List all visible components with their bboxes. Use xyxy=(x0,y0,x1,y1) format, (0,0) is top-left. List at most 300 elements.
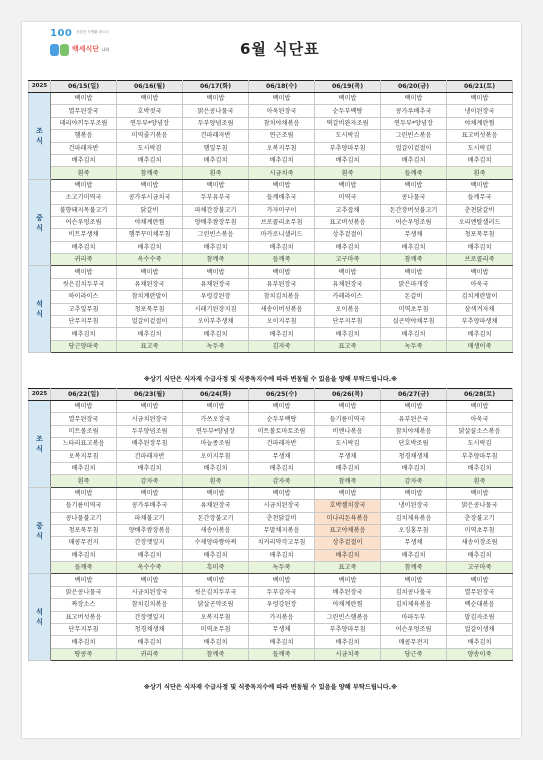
menu-cell: 옥수수죽 xyxy=(117,562,183,574)
menu-cell: 유부된은국 xyxy=(381,413,447,425)
menu-cell: 무생채 xyxy=(249,624,315,636)
menu-cell: 백미밥 xyxy=(183,179,249,191)
menu-cell: 당근죽 xyxy=(381,648,447,660)
menu-cell: 닭갈비 xyxy=(117,204,183,216)
menu-cell: 백미밥 xyxy=(249,487,315,499)
menu-cell: 배추된장국 xyxy=(315,586,381,598)
menu-row xyxy=(29,278,513,290)
menu-cell: 배추김치 xyxy=(249,241,315,253)
menu-cell: 백미밥 xyxy=(51,401,117,413)
menu-cell: 미나리돈육볶음 xyxy=(315,512,381,524)
menu-cell: 순두부백탕 xyxy=(315,105,381,117)
menu-cell: 양배추쌈장볶음 xyxy=(117,524,183,536)
menu-cell: 오이부추생채 xyxy=(183,316,249,328)
menu-cell: 건파래자반 xyxy=(249,438,315,450)
menu-cell: 가지볶음 xyxy=(249,611,315,623)
menu-row xyxy=(29,524,513,536)
menu-cell: 도시락김 xyxy=(315,438,381,450)
week-table-2 xyxy=(28,388,513,661)
menu-cell: 녹두죽 xyxy=(381,340,447,352)
menu-cell: 시금치죽 xyxy=(315,648,381,660)
menu-cell: 부추양파무침 xyxy=(447,450,513,462)
menu-cell: 배추김치 xyxy=(249,462,315,474)
menu-row xyxy=(29,413,513,425)
menu-cell: 배추김치 xyxy=(249,636,315,648)
menu-cell: 배추김치 xyxy=(381,462,447,474)
menu-cell: 새송이볶음 xyxy=(183,524,249,536)
menu-row xyxy=(29,624,513,636)
menu-cell: 가자미구이 xyxy=(249,204,315,216)
notice-text-1: ※상기 식단은 식자재 수급사정 및 식중독지수에 따라 변동될 수 있음을 양해 부탁드립니다.※ xyxy=(28,374,513,385)
menu-cell: 배추김치 xyxy=(381,154,447,166)
menu-cell: 흰죽 xyxy=(447,475,513,487)
menu-cell: 흰죽 xyxy=(183,167,249,179)
menu-cell: 백미밥 xyxy=(381,401,447,413)
menu-cell: 무생채 xyxy=(381,229,447,241)
menu-row xyxy=(29,425,513,437)
menu-row xyxy=(29,229,513,241)
menu-cell: 백미밥 xyxy=(447,93,513,105)
menu-cell: 백미밥 xyxy=(315,93,381,105)
menu-cell: 호박젤치장국 xyxy=(315,500,381,512)
meal-label-char: 조 xyxy=(36,434,43,443)
menu-cell: 배추김치 xyxy=(51,154,117,166)
day-header: 06/27(금) xyxy=(381,389,447,401)
menu-row xyxy=(29,105,513,117)
menu-cell: 감자죽 xyxy=(381,475,447,487)
meal-label-char: 식 xyxy=(36,310,43,319)
menu-cell: 연두부*양념장 xyxy=(381,117,447,129)
menu-cell: 닭살곤약조림 xyxy=(183,599,249,611)
menu-cell: 백미밥 xyxy=(447,401,513,413)
menu-cell: 청경채생채 xyxy=(117,624,183,636)
header xyxy=(50,30,530,62)
menu-row xyxy=(29,179,513,191)
menu-cell: 청포묵무침 xyxy=(447,229,513,241)
menu-cell: 청경채생채 xyxy=(381,450,447,462)
menu-cell: 백미밥 xyxy=(447,266,513,278)
menu-cell: 참깨죽 xyxy=(117,167,183,179)
menu-cell: 유부된장국 xyxy=(249,278,315,290)
menu-cell: 참치야채볶음 xyxy=(381,425,447,437)
menu-cell: 마카로니샐러드 xyxy=(249,229,315,241)
menu-cell: 유채된장국 xyxy=(315,278,381,290)
year-label: 2025 xyxy=(29,389,51,401)
menu-cell: 배추김치 xyxy=(381,549,447,561)
menu-cell: 청포묵무침 xyxy=(51,524,117,536)
menu-cell: 녹두죽 xyxy=(249,562,315,574)
menu-row xyxy=(29,475,513,487)
menu-cell: 백미밥 xyxy=(381,487,447,499)
menu-cell: 수제양파짱아찌 xyxy=(183,537,249,549)
day-header: 06/18(수) xyxy=(249,81,315,93)
menu-cell: 순두부백탕 xyxy=(249,413,315,425)
menu-row xyxy=(29,438,513,450)
menu-cell: 유채된장국 xyxy=(117,278,183,290)
menu-cell: 백미밥 xyxy=(249,266,315,278)
menu-cell: 얼갈이생채 xyxy=(447,624,513,636)
menu-cell: 배추김치 xyxy=(315,328,381,340)
menu-cell: 시금치된장국 xyxy=(249,500,315,512)
day-header: 06/21(토) xyxy=(447,81,513,93)
menu-cell: 백미밥 xyxy=(117,401,183,413)
menu-cell: 말김자조림 xyxy=(447,611,513,623)
menu-cell: 들깨죽 xyxy=(381,167,447,179)
menu-cell: 참치계란말이 xyxy=(117,291,183,303)
menu-cell: 오징홍무침 xyxy=(381,524,447,536)
menu-cell: 아욱국 xyxy=(447,413,513,425)
menu-cell: 우렁강된장 xyxy=(249,599,315,611)
menu-cell: 김치제육볶음 xyxy=(381,512,447,524)
menu-cell: 참치야채볶음 xyxy=(249,117,315,129)
menu-cell: 연두부*양념장 xyxy=(183,425,249,437)
menu-cell: 그린빈스볶음 xyxy=(183,229,249,241)
menu-row xyxy=(29,93,513,105)
menu-cell: 백미밥 xyxy=(381,574,447,586)
menu-cell: 배추김치 xyxy=(117,462,183,474)
menu-cell: 백미밥 xyxy=(117,266,183,278)
menu-cell: 배추김치 xyxy=(249,549,315,561)
menu-row xyxy=(29,450,513,462)
menu-row xyxy=(29,142,513,154)
menu-cell: 들깨죽 xyxy=(51,562,117,574)
menu-cell: 단호박조림 xyxy=(381,438,447,450)
menu-cell: 맑은콩나물국 xyxy=(447,500,513,512)
day-header: 06/26(목) xyxy=(315,389,381,401)
menu-cell: 백순대볶음 xyxy=(447,599,513,611)
menu-cell: 열무된장국 xyxy=(51,105,117,117)
menu-cell: 고구마죽 xyxy=(447,562,513,574)
menu-cell: 미역초무침 xyxy=(381,303,447,315)
menu-cell: 카레라이스 xyxy=(315,291,381,303)
menu-cell: 건파래자반 xyxy=(117,450,183,462)
menu-cell: 청포묵무침 xyxy=(117,303,183,315)
menu-cell: 오이볶음 xyxy=(315,303,381,315)
menu-cell: 백미밥 xyxy=(315,179,381,191)
menu-cell: 우렁강된장 xyxy=(183,291,249,303)
day-header: 06/17(화) xyxy=(183,81,249,93)
day-header: 06/15(일) xyxy=(51,81,117,93)
menu-cell: 양배추쌈장무침 xyxy=(183,216,249,228)
menu-cell: 상추겉절이 xyxy=(315,229,381,241)
menu-cell: 느타리표고볶음 xyxy=(51,438,117,450)
day-header-row xyxy=(29,389,513,401)
menu-cell: 배추김치 xyxy=(183,154,249,166)
meal-label-char: 식 xyxy=(36,136,43,145)
week-table-1 xyxy=(28,80,513,353)
menu-cell: 백미밥 xyxy=(51,93,117,105)
menu-cell: 참치김치볶음 xyxy=(117,599,183,611)
menu-cell: 고추잡채 xyxy=(315,204,381,216)
menu-cell: 옥수수죽 xyxy=(117,254,183,266)
menu-row xyxy=(29,303,513,315)
menu-row xyxy=(29,586,513,598)
menu-cell: 배추김치 xyxy=(183,328,249,340)
menu-cell: 참깨죽 xyxy=(315,475,381,487)
menu-cell: 백미밥 xyxy=(447,179,513,191)
menu-cell: 김치제육볶음 xyxy=(381,599,447,611)
menu-cell: 브로콜리초무침 xyxy=(249,216,315,228)
menu-cell: 미역국 xyxy=(315,192,381,204)
menu-cell: 배추김치 xyxy=(315,154,381,166)
year-label: 2025 xyxy=(29,81,51,93)
day-header: 06/20(금) xyxy=(381,81,447,93)
menu-cell: 배추김치 xyxy=(315,241,381,253)
menu-cell: 배추김치 xyxy=(315,636,381,648)
menu-row xyxy=(29,216,513,228)
menu-cell: 실곤약야채무침 xyxy=(381,316,447,328)
menu-cell: 돈갈비 xyxy=(381,291,447,303)
menu-cell: 얼갈이겉절이 xyxy=(381,142,447,154)
menu-cell: 어슨우엉조림 xyxy=(381,216,447,228)
menu-cell: 상추겉절이 xyxy=(315,537,381,549)
menu-cell: 건파래자반 xyxy=(183,130,249,142)
menu-cell: 배추김치 xyxy=(51,462,117,474)
menu-cell: 미역초무침 xyxy=(183,624,249,636)
menu-cell: 흰죽 xyxy=(51,167,117,179)
menu-cell: 배추김치 xyxy=(117,328,183,340)
menu-row xyxy=(29,154,513,166)
menu-cell: 가쓰오장국 xyxy=(183,413,249,425)
menu-cell: 야채계란찜 xyxy=(447,117,513,129)
menu-cell: 미트볼조림 xyxy=(51,425,117,437)
menu-cell: 참깨죽 xyxy=(183,254,249,266)
menu-cell: 백미밥 xyxy=(183,93,249,105)
meal-label-char: 석 xyxy=(36,608,43,617)
menu-cell: 단무지무침 xyxy=(51,316,117,328)
menu-cell: 표고죽 xyxy=(315,562,381,574)
menu-cell: 닭살꿀소스볶음 xyxy=(447,425,513,437)
day-header: 06/22(일) xyxy=(51,389,117,401)
menu-cell: 흰죽 xyxy=(315,167,381,179)
menu-cell: 비엔나볶음 xyxy=(315,425,381,437)
menu-cell: 귀리죽 xyxy=(117,648,183,660)
menu-row xyxy=(29,562,513,574)
menu-cell: 백미밥 xyxy=(249,179,315,191)
menu-cell: 흰죽 xyxy=(51,475,117,487)
menu-cell: 백미밥 xyxy=(249,574,315,586)
menu-cell: 도시락김 xyxy=(315,130,381,142)
menu-cell: 콩가루배추국 xyxy=(117,500,183,512)
menu-cell: 콩가루시금치국 xyxy=(117,192,183,204)
menu-cell: 감자죽 xyxy=(117,475,183,487)
menu-cell: 브로콜리죽 xyxy=(447,254,513,266)
menu-cell: 표고버섯볶음 xyxy=(51,611,117,623)
meal-label xyxy=(29,93,51,180)
menu-cell: 두부양념조림 xyxy=(183,117,249,129)
page-title: 6월 식단표 xyxy=(240,40,320,58)
menu-cell: 백미밥 xyxy=(447,487,513,499)
menu-cell: 흑미죽 xyxy=(183,562,249,574)
menu-cell: 데리야끼두부조림 xyxy=(51,117,117,129)
meal-label-char: 조 xyxy=(36,126,43,135)
meal-label xyxy=(29,487,51,574)
menu-cell: 간장깻잎지 xyxy=(117,611,183,623)
menu-cell: 배추김치 xyxy=(447,549,513,561)
menu-cell: 열무된장국 xyxy=(51,413,117,425)
menu-cell: 귀리죽 xyxy=(51,254,117,266)
menu-cell: 배추김치 xyxy=(447,154,513,166)
menu-cell: 두부유부국 xyxy=(183,192,249,204)
menu-cell: 맑은콩나물국 xyxy=(183,105,249,117)
day-header-row xyxy=(29,81,513,93)
menu-cell: 두부양념조림 xyxy=(117,425,183,437)
menu-cell: 백미밥 xyxy=(183,266,249,278)
meal-label xyxy=(29,574,51,661)
menu-cell: 오복지무침 xyxy=(51,450,117,462)
menu-cell: 배추김치 xyxy=(51,328,117,340)
menu-cell: 백미밥 xyxy=(117,93,183,105)
menu-cell: 김자죽 xyxy=(249,340,315,352)
menu-row xyxy=(29,241,513,253)
menu-cell: 표고버섯볶음 xyxy=(315,216,381,228)
menu-cell: 백미밥 xyxy=(447,574,513,586)
menu-cell: 짜장소스 xyxy=(51,599,117,611)
menu-cell: 마파두부 xyxy=(381,611,447,623)
menu-cell: 새송이버섯볶음 xyxy=(249,303,315,315)
menu-cell: 양송이죽 xyxy=(447,648,513,660)
menu-cell: 배추김치 xyxy=(381,328,447,340)
logo-mark-icon xyxy=(50,41,70,55)
menu-cell: 백미밥 xyxy=(117,179,183,191)
menu-cell: 시금치된장국 xyxy=(117,586,183,598)
menu-cell: 건파래자반 xyxy=(51,142,117,154)
menu-cell: 새송이장조림 xyxy=(447,537,513,549)
menu-cell: 백미밥 xyxy=(183,574,249,586)
menu-cell: 고구마죽 xyxy=(315,254,381,266)
menu-cell: 백미밥 xyxy=(51,574,117,586)
menu-cell: 돈간장불고기 xyxy=(183,512,249,524)
menu-cell: 백미밥 xyxy=(315,266,381,278)
menu-cell: 배추김치 xyxy=(315,549,381,561)
menu-cell: 햄볶음 xyxy=(51,130,117,142)
menu-cell: 도시락김 xyxy=(447,142,513,154)
menu-cell: 오복지무침 xyxy=(249,142,315,154)
menu-row xyxy=(29,487,513,499)
menu-cell: 맑은콩나물국 xyxy=(51,586,117,598)
menu-cell: 오리엔탈샐러드 xyxy=(447,216,513,228)
menu-cell: 씻은김치두부국 xyxy=(51,278,117,290)
menu-row xyxy=(29,291,513,303)
menu-cell: 햄잎무침 xyxy=(183,142,249,154)
menu-cell: 어슨우엉조림 xyxy=(51,216,117,228)
menu-row xyxy=(29,549,513,561)
menu-cell: 백미밥 xyxy=(381,266,447,278)
menu-cell: 삼색겨자채 xyxy=(447,303,513,315)
menu-cell: 흰죽 xyxy=(447,167,513,179)
menu-cell: 부추양파무침 xyxy=(315,624,381,636)
menu-cell: 배추김치 xyxy=(183,549,249,561)
menu-cell: 부추양파생채 xyxy=(447,316,513,328)
menu-cell: 백미밥 xyxy=(51,487,117,499)
menu-cell: 참깨죽 xyxy=(381,254,447,266)
menu-cell: 백미밥 xyxy=(249,401,315,413)
menu-cell: 오이지무침 xyxy=(249,316,315,328)
menu-cell: 야채계란찜 xyxy=(315,599,381,611)
menu-cell: 백미밥 xyxy=(183,401,249,413)
menu-cell: 고추잎무침 xyxy=(51,303,117,315)
menu-cell: 배추김치 xyxy=(51,549,117,561)
menu-cell: 아욱된장국 xyxy=(249,105,315,117)
menu-cell: 무생채 xyxy=(249,450,315,462)
day-header: 06/28(토) xyxy=(447,389,513,401)
menu-cell: 냉이된장국 xyxy=(381,500,447,512)
meal-label-char: 중 xyxy=(36,213,43,222)
menu-cell: 유채된장국 xyxy=(183,278,249,290)
menu-cell: 도시락김 xyxy=(117,142,183,154)
menu-cell: 야채계란찜 xyxy=(117,216,183,228)
logo-number: 100 xyxy=(50,28,73,39)
menu-row xyxy=(29,316,513,328)
menu-cell: 미트볼토마토조림 xyxy=(249,425,315,437)
menu-cell: 배추김치 xyxy=(447,241,513,253)
menu-cell: 배추된장무침 xyxy=(117,438,183,450)
menu-cell: 아욱국 xyxy=(447,278,513,290)
menu-cell: 백미밥 xyxy=(51,179,117,191)
meal-label-char: 식 xyxy=(36,618,43,627)
menu-cell: 배추김치 xyxy=(447,636,513,648)
menu-cell: 두부감자국 xyxy=(249,586,315,598)
menu-cell: 배추김치 xyxy=(249,328,315,340)
menu-cell: 녹두죽 xyxy=(183,340,249,352)
menu-cell: 매콤무전지 xyxy=(381,636,447,648)
brand-name: 백세식단 나라 xyxy=(72,45,110,53)
menu-cell: 배추김치 xyxy=(381,241,447,253)
menu-cell: 단무지무침 xyxy=(315,316,381,328)
meal-label xyxy=(29,266,51,353)
menu-cell: 백미밥 xyxy=(381,93,447,105)
menu-cell: 배추김치 xyxy=(117,241,183,253)
meal-label-char: 식 xyxy=(36,444,43,453)
menu-cell: 마늘종조림 xyxy=(183,438,249,450)
menu-row xyxy=(29,636,513,648)
meal-label xyxy=(29,179,51,266)
menu-cell: 간장깻잎지 xyxy=(117,537,183,549)
menu-cell: 무생채 xyxy=(381,537,447,549)
day-header: 06/25(수) xyxy=(249,389,315,401)
menu-cell: 백미밥 xyxy=(315,487,381,499)
menu-cell: 배추김치 xyxy=(315,462,381,474)
menu-cell: 소고기미역국 xyxy=(51,192,117,204)
menu-row xyxy=(29,266,513,278)
menu-cell: 단무지무침 xyxy=(51,624,117,636)
day-header: 06/16(월) xyxy=(117,81,183,93)
menu-row xyxy=(29,340,513,352)
menu-cell: 참깨죽 xyxy=(381,562,447,574)
menu-cell: 배추김치 xyxy=(117,549,183,561)
menu-cell: 맑은파개장 xyxy=(381,278,447,290)
menu-cell: 무생채 xyxy=(315,450,381,462)
menu-cell: 냉이된장국 xyxy=(447,105,513,117)
menu-cell: 비트무생채 xyxy=(51,229,117,241)
menu-cell: 배추김치 xyxy=(117,154,183,166)
menu-cell: 김치계란말이 xyxy=(447,291,513,303)
menu-cell: 춘천닭갈비 xyxy=(249,512,315,524)
menu-cell: 춘천닭갈비 xyxy=(447,204,513,216)
menu-cell: 콩가루배추국 xyxy=(381,105,447,117)
menu-cell: 들깨무국 xyxy=(447,192,513,204)
menu-cell: 들깨죽 xyxy=(249,254,315,266)
menu-row xyxy=(29,117,513,129)
day-header: 06/23(월) xyxy=(117,389,183,401)
menu-cell: 백미밥 xyxy=(117,487,183,499)
menu-cell: 백미밥 xyxy=(117,574,183,586)
menu-cell: 백미밥 xyxy=(315,401,381,413)
menu-cell: 배추김치 xyxy=(447,462,513,474)
menu-cell: 얼갈이겉절이 xyxy=(117,316,183,328)
menu-cell: 배추김치 xyxy=(447,328,513,340)
menu-cell: 무말채지볶음 xyxy=(249,524,315,536)
